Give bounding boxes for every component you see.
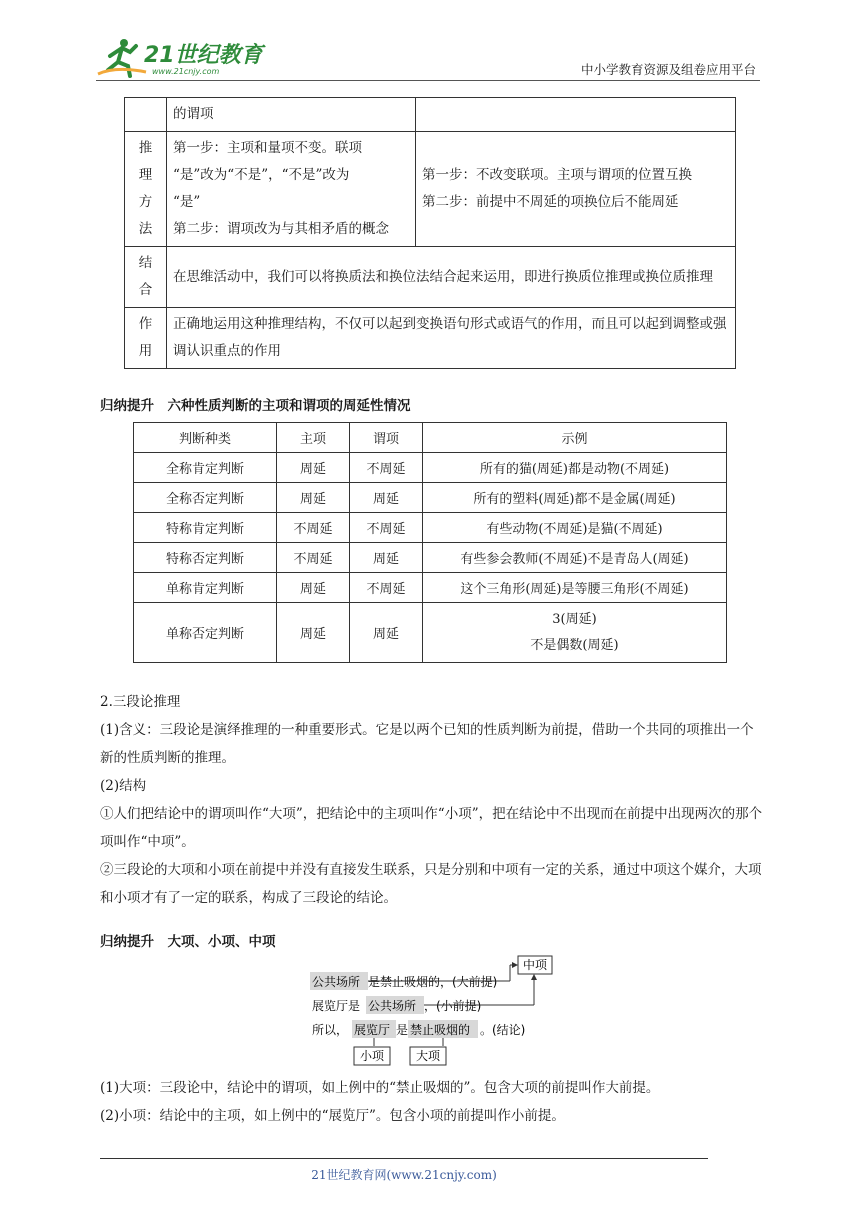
column-header: 示例 [423, 423, 727, 453]
table-row [134, 513, 727, 543]
table-row [134, 483, 727, 513]
table-cell: 不周延 [350, 513, 423, 543]
conversion-steps-cell: 第一步：不改变联项。主项与谓项的位置互换 第二步：前提中不周延的项换位后不能周延 [416, 132, 736, 247]
conclusion-rest: 。(结论) [480, 1023, 526, 1037]
column-header: 谓项 [350, 423, 423, 453]
premise-minor-rest: ，(小前提) [424, 999, 482, 1013]
column-header: 主项 [277, 423, 350, 453]
premise-minor-highlight: 公共场所 [368, 999, 417, 1013]
table-row [134, 543, 727, 573]
major-term-label: 大项 [415, 1049, 441, 1063]
row-header-combine: 结 合 [125, 247, 167, 308]
table-row [125, 308, 736, 369]
minor-term-label: 小项 [359, 1049, 385, 1063]
table-cell: 所有的塑料(周延)都不是金属(周延) [423, 483, 727, 513]
table-cell: 不周延 [277, 513, 350, 543]
header-platform-name: 中小学教育资源及组卷应用平台 [580, 62, 756, 77]
conclusion-copula: 是 [396, 1023, 409, 1037]
table-cell: 不周延 [350, 453, 423, 483]
premise-minor-prefix: 展览厅是 [312, 999, 361, 1013]
table-cell: 周延 [277, 453, 350, 483]
table-cell: 3(周延) 不是偶数(周延) [423, 603, 727, 663]
combine-text-cell: 在思维活动中，我们可以将换质法和换位法结合起来运用，即进行换质位推理或换位质推理 [167, 247, 736, 308]
table-cell [416, 98, 736, 132]
premise-major-rest: 是禁止吸烟的，(大前提) [368, 975, 498, 989]
runner-icon [98, 39, 146, 76]
minor-term-definition: (2)小项：结论中的主项，如上例中的“展览厅”。包含小项的前提叫作小前提。 [100, 1108, 565, 1124]
table-cell: 周延 [350, 483, 423, 513]
table-cell: 单称肯定判断 [134, 573, 277, 603]
footer-divider [100, 1158, 708, 1159]
logo-main-text: 21世纪教育 [144, 43, 263, 68]
conversion-method-table [124, 97, 736, 369]
table-cell: 的谓项 [167, 98, 416, 132]
column-header: 判断种类 [134, 423, 277, 453]
table-cell: 周延 [277, 573, 350, 603]
table-cell: 周延 [277, 483, 350, 513]
row-header-method: 推 理 方 法 [125, 132, 167, 247]
table-cell: 单称否定判断 [134, 603, 277, 663]
header-divider [96, 80, 760, 81]
middle-term-label: 中项 [522, 958, 548, 972]
structure-item-1: ①人们把结论中的谓项叫作“大项”，把结论中的主项叫作“小项”，把在结论中不出现而在前提中出现两次的那个项叫作“中项”。 [100, 806, 763, 850]
table-row [125, 247, 736, 308]
table-cell: 有些动物(不周延)是猫(不周延) [423, 513, 727, 543]
section-title-syllogism: 2.三段论推理 [100, 694, 181, 710]
table-cell: 周延 [350, 543, 423, 573]
conclusion-subject: 展览厅 [354, 1023, 391, 1037]
table-row [134, 453, 727, 483]
conclusion-predicate: 禁止吸烟的 [410, 1023, 471, 1037]
function-text-cell: 正确地运用这种推理结构，不仅可以起到变换语句形式或语气的作用，而且可以起到调整或强调认识重点的作用 [167, 308, 736, 369]
table-cell: 有些参会教师(不周延)不是青岛人(周延) [423, 543, 727, 573]
distribution-table [133, 422, 727, 663]
table-row [134, 603, 727, 663]
table-cell: 不周延 [350, 573, 423, 603]
major-term-definition: (1)大项：三段论中，结论中的谓项，如上例中的“禁止吸烟的”。包含大项的前提叫作大前提。 [100, 1080, 660, 1096]
summary-heading-distribution: 归纳提升 六种性质判断的主项和谓项的周延性情况 [100, 398, 411, 414]
obversion-steps-cell: 第一步：主项和量项不变。联项 “是”改为“不是”，“不是”改为 “是” 第二步：谓项改为与其相矛盾的概念 [167, 132, 416, 247]
arrowhead-icon [531, 974, 537, 980]
table-cell: 所有的猫(周延)都是动物(不周延) [423, 453, 727, 483]
summary-heading-terms: 归纳提升 大项、小项、中项 [100, 934, 276, 950]
footer-text: 21世纪教育网(www.21cnjy.com) [311, 1168, 497, 1182]
table-cell: 全称否定判断 [134, 483, 277, 513]
table-cell: 不周延 [277, 543, 350, 573]
table-cell [125, 98, 167, 132]
table-row [134, 573, 727, 603]
arrowhead-icon [512, 962, 518, 968]
site-logo [96, 36, 266, 80]
table-cell: 全称肯定判断 [134, 453, 277, 483]
table-cell: 周延 [350, 603, 423, 663]
syllogism-structure-heading: (2)结构 [100, 778, 147, 794]
row-header-function: 作 用 [125, 308, 167, 369]
conclusion-prefix: 所以， [312, 1023, 349, 1037]
table-cell: 周延 [277, 603, 350, 663]
premise-major-highlight: 公共场所 [312, 975, 361, 989]
table-cell: 这个三角形(周延)是等腰三角形(不周延) [423, 573, 727, 603]
table-header-row [134, 423, 727, 453]
syllogism-definition: (1)含义：三段论是演绎推理的一种重要形式。它是以两个已知的性质判断为前提，借助一个共同的项推出一个新的性质判断的推理。 [100, 722, 754, 766]
syllogism-terms-diagram [300, 950, 560, 1068]
table-cell: 特称否定判断 [134, 543, 277, 573]
logo-url-text: www.21cnjy.com [152, 67, 220, 76]
structure-item-2: ②三段论的大项和小项在前提中并没有直接发生联系，只是分别和中项有一定的关系，通过中项这个媒介，大项和小项才有了一定的联系，构成了三段论的结论。 [100, 862, 762, 906]
table-row [125, 132, 736, 247]
table-cell: 特称肯定判断 [134, 513, 277, 543]
table-row [125, 98, 736, 132]
